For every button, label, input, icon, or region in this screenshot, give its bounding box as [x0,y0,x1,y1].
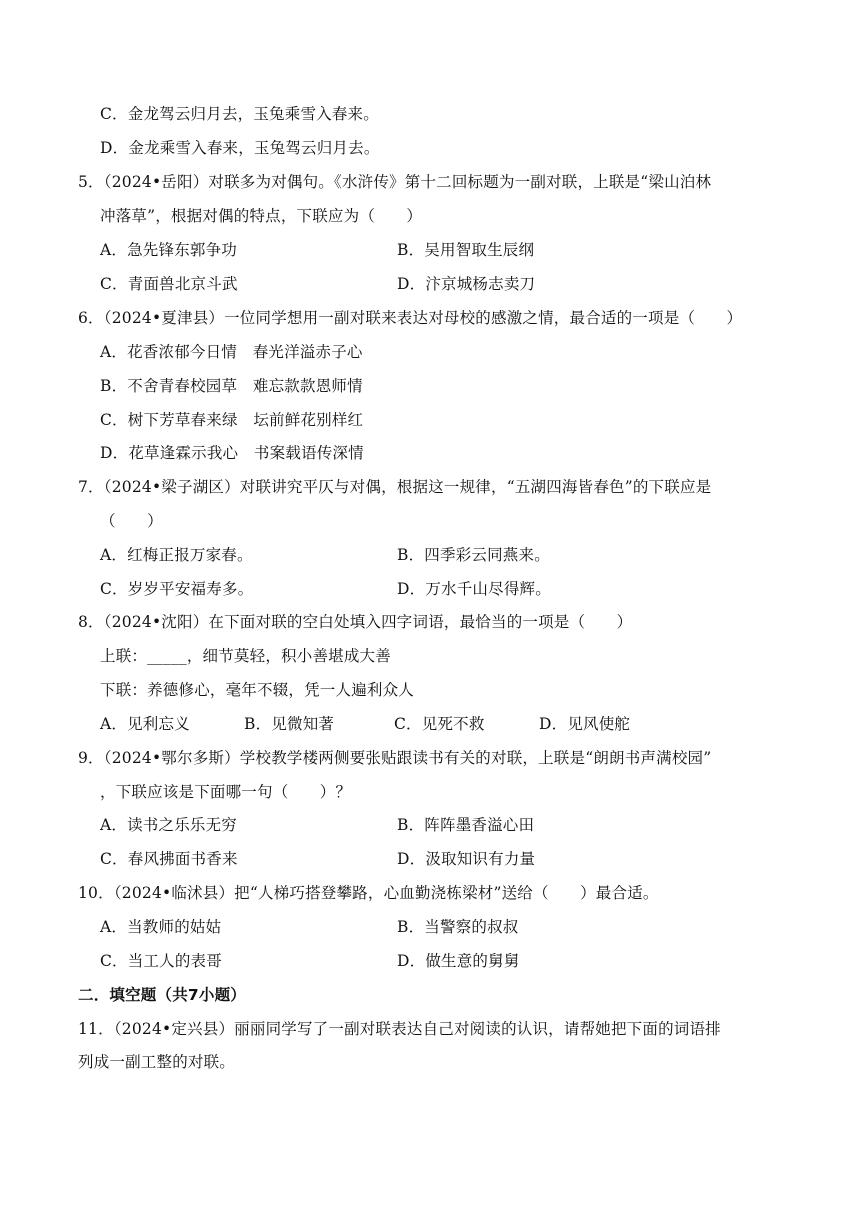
q8-lower-couplet: 下联：养德修心，毫年不辍，凭一人遍利众人 [100,681,415,699]
q6-stem-line1: 6．（2024•夏津县）一位同学想用一副对联来表达对母校的感激之情，最合适的一项是（ ） [78,309,743,327]
q7-option-c: C．岁岁平安福寿多。 [100,580,254,598]
q7-option-d: D．万水千山尽得辉。 [397,580,551,598]
q5-option-c: C．青面兽北京斗武 [100,275,238,293]
q8-stem-line1: 8．（2024•沈阳）在下面对联的空白处填入四字词语，最恰当的一项是（ ） [78,613,633,631]
q8-option-d: D．见风使舵 [539,715,631,733]
q9-option-b: B．阵阵墨香溢心田 [397,816,535,834]
q5-option-b: B．吴用智取生辰纲 [397,241,535,259]
q4-option-c: C．金龙驾云归月去，玉兔乘雪入春来。 [100,105,379,123]
q5-stem-line1: 5．（2024•岳阳）对联多为对偶句。《水浒传》第十二回标题为一副对联，上联是“梁山泊林 [78,173,712,191]
q7-option-b: B．四季彩云同燕来。 [397,546,550,564]
section-heading-fill-in: 二．填空题（共7小题） [78,986,246,1004]
q9-option-c: C．春风拂面书香来 [100,850,238,868]
q7-stem-line2: （ ） [100,512,163,530]
q4-option-d: D．金龙乘雪入春来，玉兔驾云归月去。 [100,139,380,157]
q6-option-b: B．不舍青春校园草 难忘款款恩师情 [100,377,363,395]
q7-option-a: A．红梅正报万家春。 [100,546,253,564]
q8-option-b: B．见微知著 [244,715,335,733]
q9-option-a: A．读书之乐乐无穷 [100,816,237,834]
q5-option-a: A．急先锋东郭争功 [100,241,237,259]
q8-upper-couplet: 上联：_____，细节莫轻，积小善堪成大善 [100,647,391,665]
q7-stem-line1: 7．（2024•梁子湖区）对联讲究平仄与对偶，根据这一规律，“五湖四海皆春色”的下联应是 [78,478,712,496]
q5-stem-line2: 冲落草”，根据对偶的特点，下联应为（ ） [100,207,423,225]
q9-stem-line1: 9．（2024•鄂尔多斯）学校教学楼两侧要张贴跟读书有关的对联，上联是“朗朗书声满校园” [78,749,712,767]
q8-option-a: A．见利忘义 [100,715,190,733]
q11-stem-line1: 11．（2024•定兴县）丽丽同学写了一副对联表达自己对阅读的认识，请帮她把下面的词语排 [78,1020,721,1038]
q10-option-a: A．当教师的姑姑 [100,918,222,936]
q6-option-c: C．树下芳草春来绿 坛前鲜花别样红 [100,411,364,429]
q10-stem-line1: 10．（2024•临沭县）把“人梯巧搭登攀路，心血勤浇栋梁材”送给（ ）最合适。 [78,884,659,902]
q10-option-c: C．当工人的表哥 [100,952,222,970]
q6-option-a: A．花香浓郁今日情 春光洋溢赤子心 [100,343,363,361]
q11-stem-line2: 列成一副工整的对联。 [78,1053,236,1071]
q5-option-d: D．汴京城杨志卖刀 [397,275,536,293]
q10-option-d: D．做生意的舅舅 [397,952,520,970]
q8-option-c: C．见死不救 [394,715,485,733]
q6-option-d: D．花草逢霖示我心 书案载语传深情 [100,444,364,462]
q9-stem-line2: ，下联应该是下面哪一句（ ）？ [100,783,352,801]
q9-option-d: D．汲取知识有力量 [397,850,536,868]
q10-option-b: B．当警察的叔叔 [397,918,519,936]
